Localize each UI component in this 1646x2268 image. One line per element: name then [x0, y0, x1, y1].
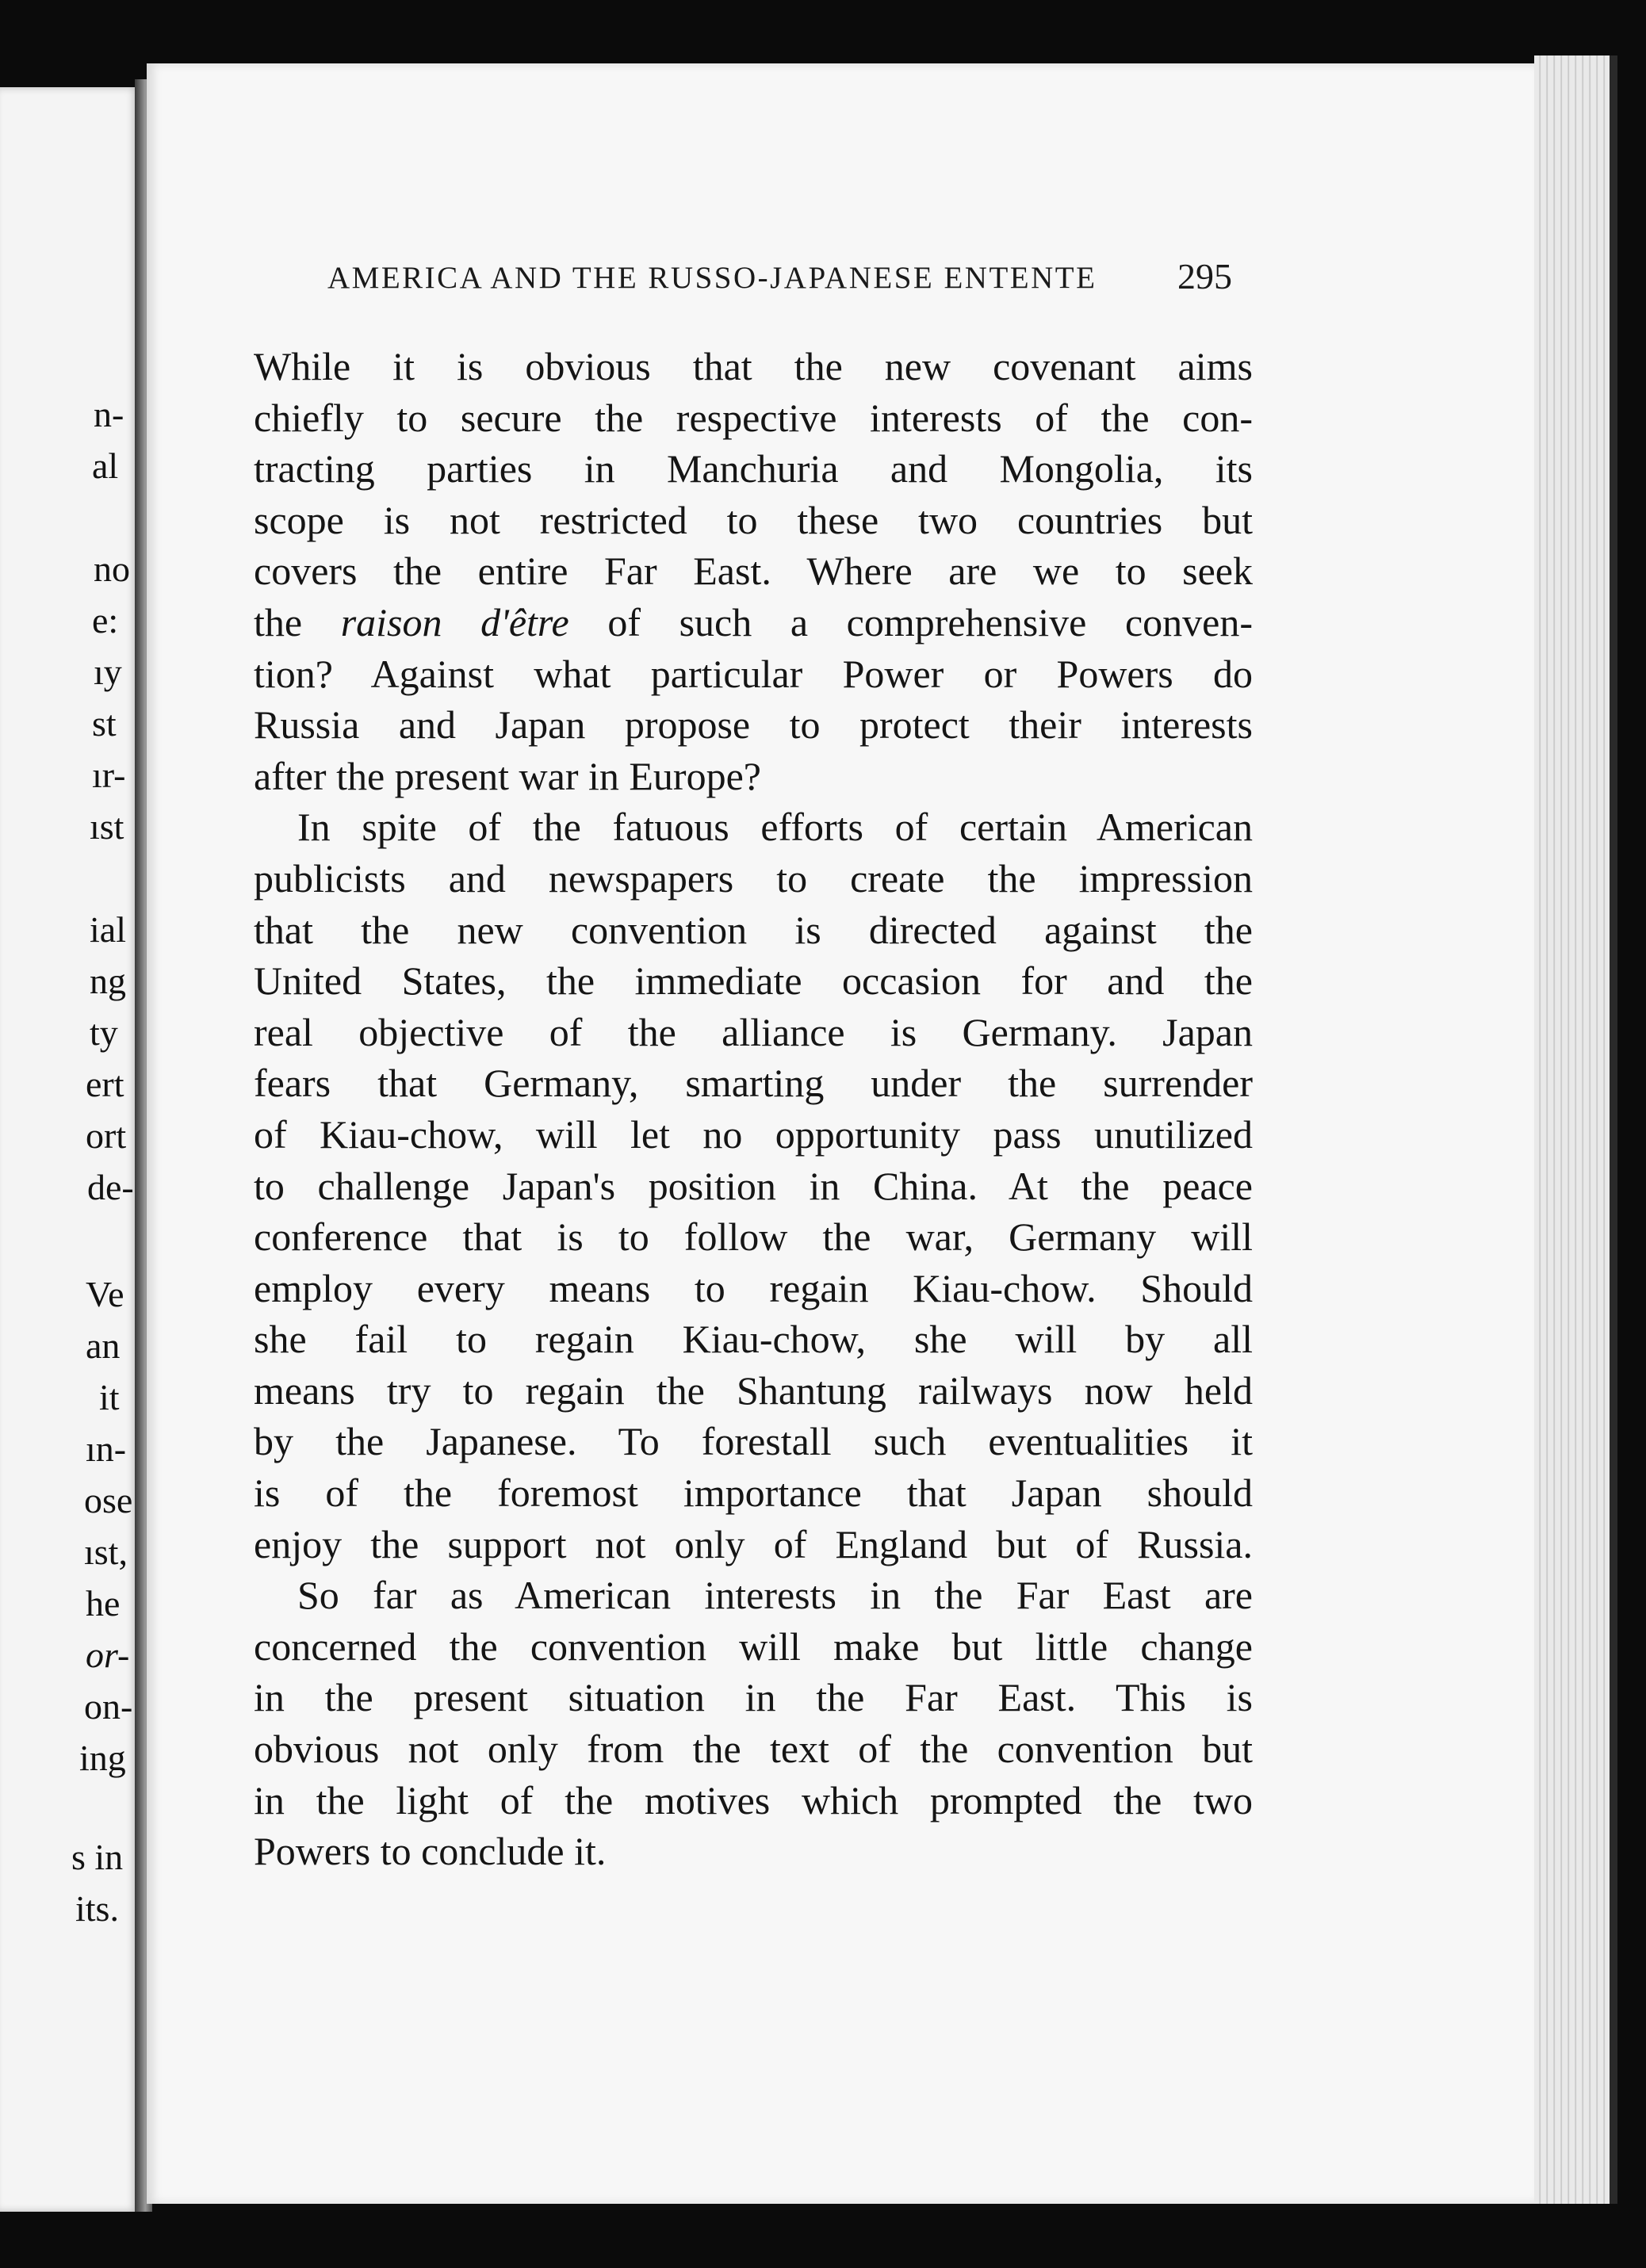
text-segment: of such a comprehensive conven-	[568, 599, 1253, 644]
left-fragment: its.	[75, 1888, 119, 1929]
left-fragment: an	[86, 1325, 121, 1366]
text-line: in the light of the motives which prompted the two	[254, 1777, 1253, 1822]
text-line: concerned the convention will make but little change	[254, 1624, 1253, 1669]
left-fragment: n-	[94, 394, 124, 434]
text-line: Russia and Japan propose to protect their interests	[254, 702, 1253, 748]
left-fragment: st	[92, 703, 117, 744]
page-stack-shadow	[1610, 55, 1617, 2204]
left-fragment: ıy	[94, 652, 122, 692]
left-fragment: ty	[90, 1012, 118, 1053]
page-stack-edge	[1534, 55, 1613, 2204]
text-line: tracting parties in Manchuria and Mongolia, its	[254, 446, 1253, 491]
paragraph-2	[254, 801, 1253, 1570]
page-number: 295	[1177, 256, 1232, 296]
running-head: AMERICA AND THE RUSSO-JAPANESE ENTENTE	[327, 261, 1097, 295]
text-line: is of the foremost importance that Japan should	[254, 1471, 1253, 1516]
text-line: conference that is to follow the war, Germany will	[254, 1214, 1253, 1260]
text-line: in the present situation in the Far East. This is	[254, 1675, 1253, 1720]
text-line: of Kiau-chow, will let no opportunity pass unutilized	[254, 1111, 1253, 1157]
left-fragment: al	[92, 446, 119, 486]
left-fragment: no	[94, 549, 130, 589]
text-line: In spite of the fatuous efforts of certain American	[297, 805, 1253, 850]
left-fragment: ıst,	[84, 1532, 128, 1572]
left-fragment: de-	[87, 1167, 134, 1207]
left-fragment: it	[99, 1377, 120, 1417]
text-line: publicists and newspapers to create the impression	[254, 855, 1253, 901]
text-line: means try to regain the Shantung railways now held	[254, 1367, 1253, 1413]
text-line: Powers to conclude it.	[254, 1829, 607, 1874]
text-line: to challenge Japan's position in China. At the peace	[254, 1163, 1253, 1208]
text-line: So far as American interests in the Far East are	[297, 1573, 1253, 1618]
left-fragment: ose	[84, 1480, 133, 1520]
body-text	[254, 341, 1253, 1877]
text-line: scope is not restricted to these two countries but	[254, 497, 1253, 542]
left-fragment: ır-	[92, 755, 126, 795]
left-fragment: Ve	[86, 1274, 124, 1314]
text-line: While it is obvious that the new covenant aims	[254, 344, 1253, 388]
text-line: employ every means to regain Kiau-chow. Should	[254, 1265, 1253, 1310]
text-line: obvious not only from the text of the convention but	[254, 1727, 1253, 1772]
left-fragment: or-	[86, 1635, 130, 1675]
text-line-with-italic	[254, 597, 1253, 648]
text-line: enjoy the support not only of England but of Russia.	[254, 1521, 1253, 1566]
text-line: covers the entire Far East. Where are we to seek	[254, 549, 1253, 594]
left-fragment: ıst	[90, 806, 124, 847]
paragraph-3	[254, 1570, 1253, 1877]
left-fragment: ing	[79, 1738, 126, 1778]
left-fragment: ng	[90, 961, 126, 1001]
left-fragment: on-	[84, 1686, 133, 1727]
left-fragment: ert	[86, 1064, 124, 1104]
left-fragment: he	[86, 1583, 121, 1624]
text-line: United States, the immediate occasion for and the	[254, 958, 1253, 1004]
left-fragment: s in	[71, 1837, 124, 1877]
text-line: tion? Against what particular Power or Powers do	[254, 651, 1253, 696]
text-line: by the Japanese. To forestall such eventualities it	[254, 1419, 1253, 1464]
italic-phrase: raison d'être	[340, 599, 569, 644]
left-facing-page	[0, 87, 139, 2212]
left-fragment: e:	[92, 600, 119, 641]
text-line: chiefly to secure the respective interests of the con-	[254, 395, 1253, 440]
text-line: after the present war in Europe?	[254, 753, 761, 798]
text-segment: the	[254, 599, 341, 644]
text-line: that the new convention is directed against the	[254, 907, 1253, 952]
left-fragment: ial	[90, 909, 126, 950]
text-line: fears that Germany, smarting under the surrender	[254, 1061, 1253, 1106]
left-fragment: ın-	[86, 1428, 127, 1469]
left-page-text-fragments	[0, 87, 139, 2212]
left-fragment: ort	[86, 1115, 127, 1156]
text-line: real objective of the alliance is Germany. Japan	[254, 1009, 1253, 1054]
paragraph-1	[254, 341, 1253, 801]
text-line: she fail to regain Kiau-chow, she will by all	[254, 1317, 1253, 1362]
